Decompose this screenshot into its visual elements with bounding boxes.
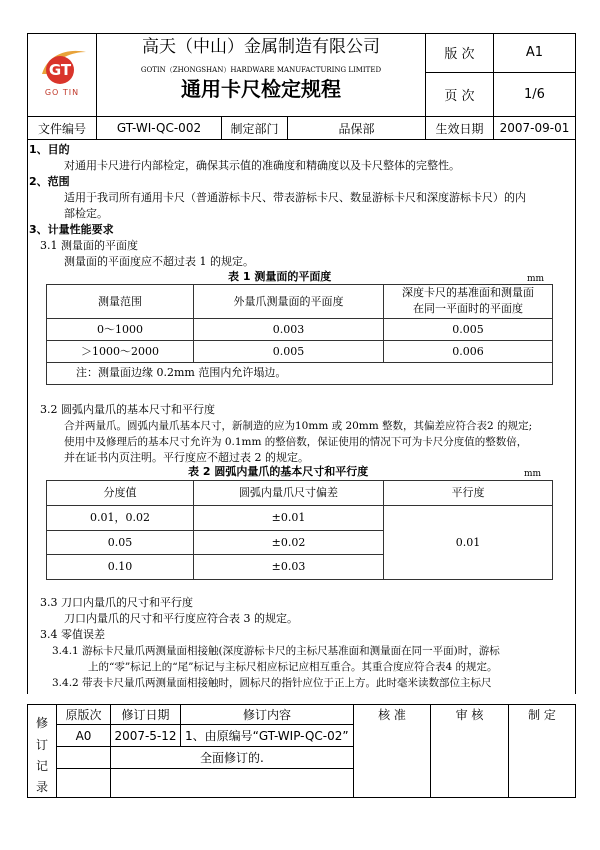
rev-header-version: 原版次	[65, 708, 102, 722]
svg-text:GT: GT	[48, 61, 72, 79]
section-3-3-title: 3.3 刀口内量爪的尺寸和平行度	[40, 596, 193, 609]
section-3-title: 3、计量性能要求	[29, 223, 114, 236]
table-cell: 0.003	[272, 322, 305, 336]
section-1-text: 对通用卡尺进行内部检定，确保其示值的准确度和精确度以及卡尺整体的完整性。	[64, 159, 460, 172]
file-no-label: 文件编号	[37, 121, 86, 136]
table-1-note: 注：测量面边缘 0.2mm 范围内允许塌边。	[76, 366, 287, 379]
revision-side-label-1: 修	[35, 715, 48, 730]
rev-header-review: 审 核	[455, 708, 484, 722]
rev-header-content: 修订内容	[242, 708, 291, 722]
rev-row-version: A0	[75, 728, 92, 743]
table-2-unit: mm	[524, 469, 542, 479]
section-3-4-title: 3.4 零值误差	[40, 628, 105, 641]
section-2-title: 2、范围	[29, 175, 70, 188]
section-3-4-2-text: 3.4.2 带表卡尺量爪两测量面相接触时，圆标尺的指针应位于正上方。此时毫米读数部位主标尺	[52, 677, 492, 689]
table-cell: ±0.01	[271, 511, 306, 524]
document-title: 通用卡尺检定规程	[181, 76, 341, 101]
t1-header-outer: 外量爪测量面的平面度	[233, 294, 344, 308]
t1-header-depth-1: 深度卡尺的基准面和测量面	[402, 286, 534, 299]
table-cell: 0.005	[272, 344, 305, 358]
rev-header-approve: 核 准	[378, 708, 406, 722]
gotin-logo-icon	[34, 44, 90, 88]
section-2-text-1: 适用于我司所有通用卡尺（普通游标卡尺、带表游标卡尺、数显游标卡尺和深度游标卡尺）的内	[64, 191, 526, 204]
table-cell: 0.10	[107, 560, 133, 573]
section-3-4-1-text-2: 上的“零”标记上的“尾”标记与主标尺相应标记应相互重合。其重合度应符合表4 的规定。	[88, 661, 498, 673]
date-label: 生效日期	[435, 121, 484, 136]
table-2-caption: 表 2 圆弧内量爪的基本尺寸和平行度	[188, 465, 369, 478]
rev-header-date: 修订日期	[121, 708, 170, 722]
table-1-caption: 表 1 测量面的平面度	[228, 270, 332, 283]
rev-header-prepare: 制 定	[528, 708, 556, 722]
date-value: 2007-09-01	[499, 121, 570, 135]
section-3-3-text: 刀口内量爪的尺寸和平行度应符合表 3 的规定。	[64, 612, 298, 625]
version-label: 版 次	[444, 47, 475, 62]
revision-side-label-2: 订	[35, 737, 48, 752]
rev-row-content-2: 全面修订的.	[200, 751, 264, 765]
table-cell: 0.05	[107, 535, 133, 549]
revision-side-label-3: 记	[35, 758, 48, 773]
t2-header-deviation: 圆弧内量爪尺寸偏差	[239, 486, 338, 499]
table-cell: ＞1000～2000	[81, 344, 159, 358]
t1-header-depth-2: 在同一平面时的平面度	[413, 302, 523, 315]
company-logo	[34, 44, 90, 102]
section-3-2-text-1: 合并两量爪。圆弧内量爪基本尺寸，新制造的应为10mm 或 20mm 整数，其偏差应符合表2 的规定;	[64, 420, 533, 432]
table-cell: 0～1000	[97, 322, 143, 336]
section-3-1-text: 测量面的平面度应不超过表 1 的规定。	[64, 255, 254, 268]
rev-row-date: 2007-5-12	[114, 728, 177, 743]
page-value: 1/6	[524, 87, 545, 102]
section-3-2-text-2: 使用中及修理后的基本尺寸允许为 0.1mm 的整倍数，保证使用的情况下可为卡尺分度值的整数倍，	[64, 436, 528, 448]
dept-label: 制定部门	[230, 121, 279, 136]
logo-text: GO TIN	[44, 88, 80, 97]
t2-header-parallel: 平行度	[451, 486, 485, 499]
dept-value: 品保部	[338, 121, 375, 136]
version-value: A1	[525, 45, 544, 60]
page-label: 页 次	[444, 89, 475, 104]
t2-parallel-value: 0.01	[455, 535, 481, 549]
company-name-cn: 高天（中山）金属制造有限公司	[142, 36, 380, 57]
section-3-2-title: 3.2 圆弧内量爪的基本尺寸和平行度	[40, 403, 215, 416]
section-3-2-text-3: 并在证书内页注明。平行度应不超过表 2 的规定。	[64, 451, 309, 464]
revision-side-label-4: 录	[35, 779, 48, 794]
table-cell: 0.006	[452, 344, 484, 358]
table-cell: 0.01，0.02	[90, 511, 150, 524]
section-2-text-2: 部检定。	[64, 207, 108, 220]
section-3-4-1-text-1: 3.4.1 游标卡尺量爪两测量面相接触(深度游标卡尺的主标尺基准面和测量面在同一平面)时，游标	[52, 645, 500, 657]
table-cell: 0.005	[452, 322, 484, 336]
company-name-en: GOTIN（ZHONGSHAN）HARDWARE MANUFACTURING LIMITED	[140, 66, 382, 74]
rev-row-content: 1、由原编号“GT-WIP-QC-02”	[185, 729, 349, 743]
table-cell: ±0.03	[271, 560, 306, 573]
section-1-title: 1、目的	[29, 143, 70, 156]
table-cell: ±0.02	[271, 535, 306, 549]
file-no-value: GT-WI-QC-002	[116, 121, 202, 135]
table-1-unit: mm	[527, 274, 545, 284]
t2-header-division: 分度值	[103, 486, 137, 499]
t1-header-range: 测量范围	[98, 294, 142, 308]
section-3-1-title: 3.1 测量面的平面度	[40, 239, 138, 252]
